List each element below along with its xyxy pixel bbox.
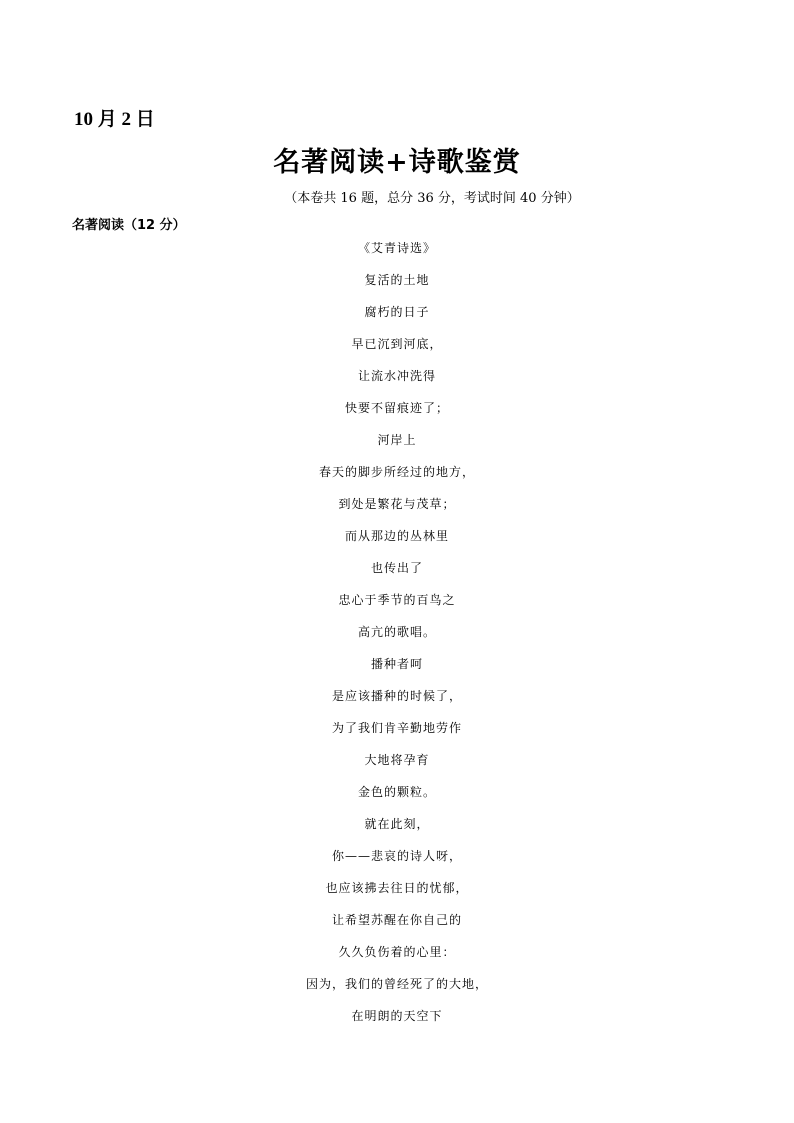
poem-line: 腐朽的日子 (364, 305, 430, 319)
poem-line: 因为，我们的曾经死了的大地， (305, 977, 488, 991)
poem-line: 复活的土地 (364, 273, 430, 287)
poem-line: 也传出了 (370, 561, 423, 575)
poem-line: 高亢的歌唱。 (357, 625, 436, 639)
poem-line: 快要不留痕迹了； (344, 401, 449, 415)
date-label: 10 月 2 日 (74, 109, 155, 130)
poem-line: 忠心于季节的百鸟之 (338, 593, 456, 607)
poem-line: 在明朗的天空下 (351, 1009, 443, 1023)
poem-line: 让流水冲洗得 (357, 369, 436, 383)
section-heading: 名著阅读（12 分） (72, 218, 186, 233)
poem-line: 早已沉到河底， (351, 337, 443, 351)
poem-line: 久久负伤着的心里： (338, 945, 456, 959)
poem-line: 而从那边的丛林里 (344, 529, 449, 543)
poem-line: 是应该播种的时候了， (331, 689, 462, 703)
poem-line: 河岸上 (377, 433, 417, 447)
poem-text (0, 238, 794, 1038)
exam-info: （本卷共 16 题，总分 36 分，考试时间 40 分钟） (284, 191, 580, 206)
poem-line: 春天的脚步所经过的地方， (318, 465, 475, 479)
poem-line: 让希望苏醒在你自己的 (331, 913, 462, 927)
poem-line: 《艾青诗选》 (357, 241, 436, 255)
poem-line: 你——悲哀的诗人呀， (331, 849, 462, 863)
poem-line: 就在此刻， (364, 817, 430, 831)
poem-line: 播种者呵 (370, 657, 423, 671)
poem-line: 也应该拂去往日的忧郁， (325, 881, 469, 895)
poem-line: 到处是繁花与茂草； (338, 497, 456, 511)
poem-line: 为了我们肯辛勤地劳作 (331, 721, 462, 735)
page-title: 名著阅读+诗歌鉴赏 (273, 147, 521, 178)
poem-line: 大地将孕育 (364, 753, 430, 767)
poem-line: 金色的颗粒。 (357, 785, 436, 799)
